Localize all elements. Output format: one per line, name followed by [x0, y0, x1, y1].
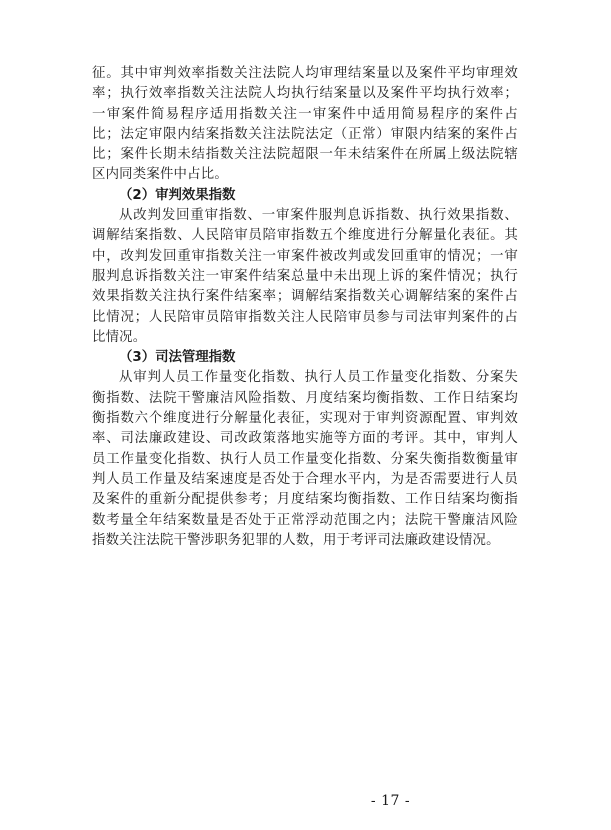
- body-line: 员工作量变化指数、执行人员工作量变化指数、分案失衡指数衡量审: [92, 451, 518, 467]
- body-line: 指数关注法院干警涉职务犯罪的人数，用于考评司法廉政建设情况。: [92, 532, 500, 548]
- body-line: 衡指数六个维度进行分解量化表征，实现对于审判资源配置、审判效: [92, 411, 518, 427]
- body-line: 及案件的重新分配提供参考；月度结案均衡指数、工作日结案均衡指: [92, 492, 518, 508]
- body-line: 比；案件长期未结指数关注法院超限一年未结案件在所属上级法院辖: [92, 147, 518, 163]
- body-line: 衡指数、法院干警廉洁风险指数、月度结案均衡指数、工作日结案均: [92, 390, 518, 406]
- body-line: 比情况；人民陪审员陪审指数关注人民陪审员参与司法审判案件的占: [92, 309, 518, 325]
- body-line: 一审案件简易程序适用指数关注一审案件中适用简易程序的案件占: [92, 106, 518, 122]
- body-line: 区内同类案件中占比。: [92, 167, 228, 183]
- body-line: 率；执行效率指数关注法院人均执行结案量以及案件平均执行效率；: [92, 86, 518, 102]
- body-line: 数考量全年结案数量是否处于正常浮动范围之内；法院干警廉洁风险: [92, 512, 518, 528]
- body-line: 比；法定审限内结案指数关注法院法定（正常）审限内结案的案件占: [92, 126, 518, 142]
- body-line: 调解结案指数、人民陪审员陪审指数五个维度进行分解量化表征。其: [92, 228, 518, 244]
- body-line: 服判息诉指数关注一审案件结案总量中未出现上诉的案件情况；执行: [92, 268, 518, 284]
- section-heading: （3）司法管理指数: [119, 350, 236, 366]
- body-line: 比情况。: [92, 329, 147, 345]
- body-line: 征。其中审判效率指数关注法院人均审理结案量以及案件平均审理效: [92, 66, 518, 81]
- body-line: 判人员工作量及结案速度是否处于合理水平内，为是否需要进行人员: [92, 471, 518, 487]
- body-line: 中，改判发回重审指数关注一审案件被改判或发回重审的情况；一审: [92, 248, 518, 264]
- body-line: 率、司法廉政建设、司改政策落地实施等方面的考评。其中，审判人: [92, 431, 518, 447]
- body-line: 从审判人员工作量变化指数、执行人员工作量变化指数、分案失: [119, 370, 518, 386]
- page-number: [0, 793, 611, 809]
- page-number-text: - 17 -: [370, 793, 411, 809]
- section-heading: （2）审判效果指数: [119, 187, 236, 203]
- body-line: 从改判发回重审指数、一审案件服判息诉指数、执行效果指数、: [119, 208, 518, 224]
- body-line: 效果指数关注执行案件结案率；调解结案指数关心调解结案的案件占: [92, 289, 518, 305]
- document-body: [92, 64, 518, 551]
